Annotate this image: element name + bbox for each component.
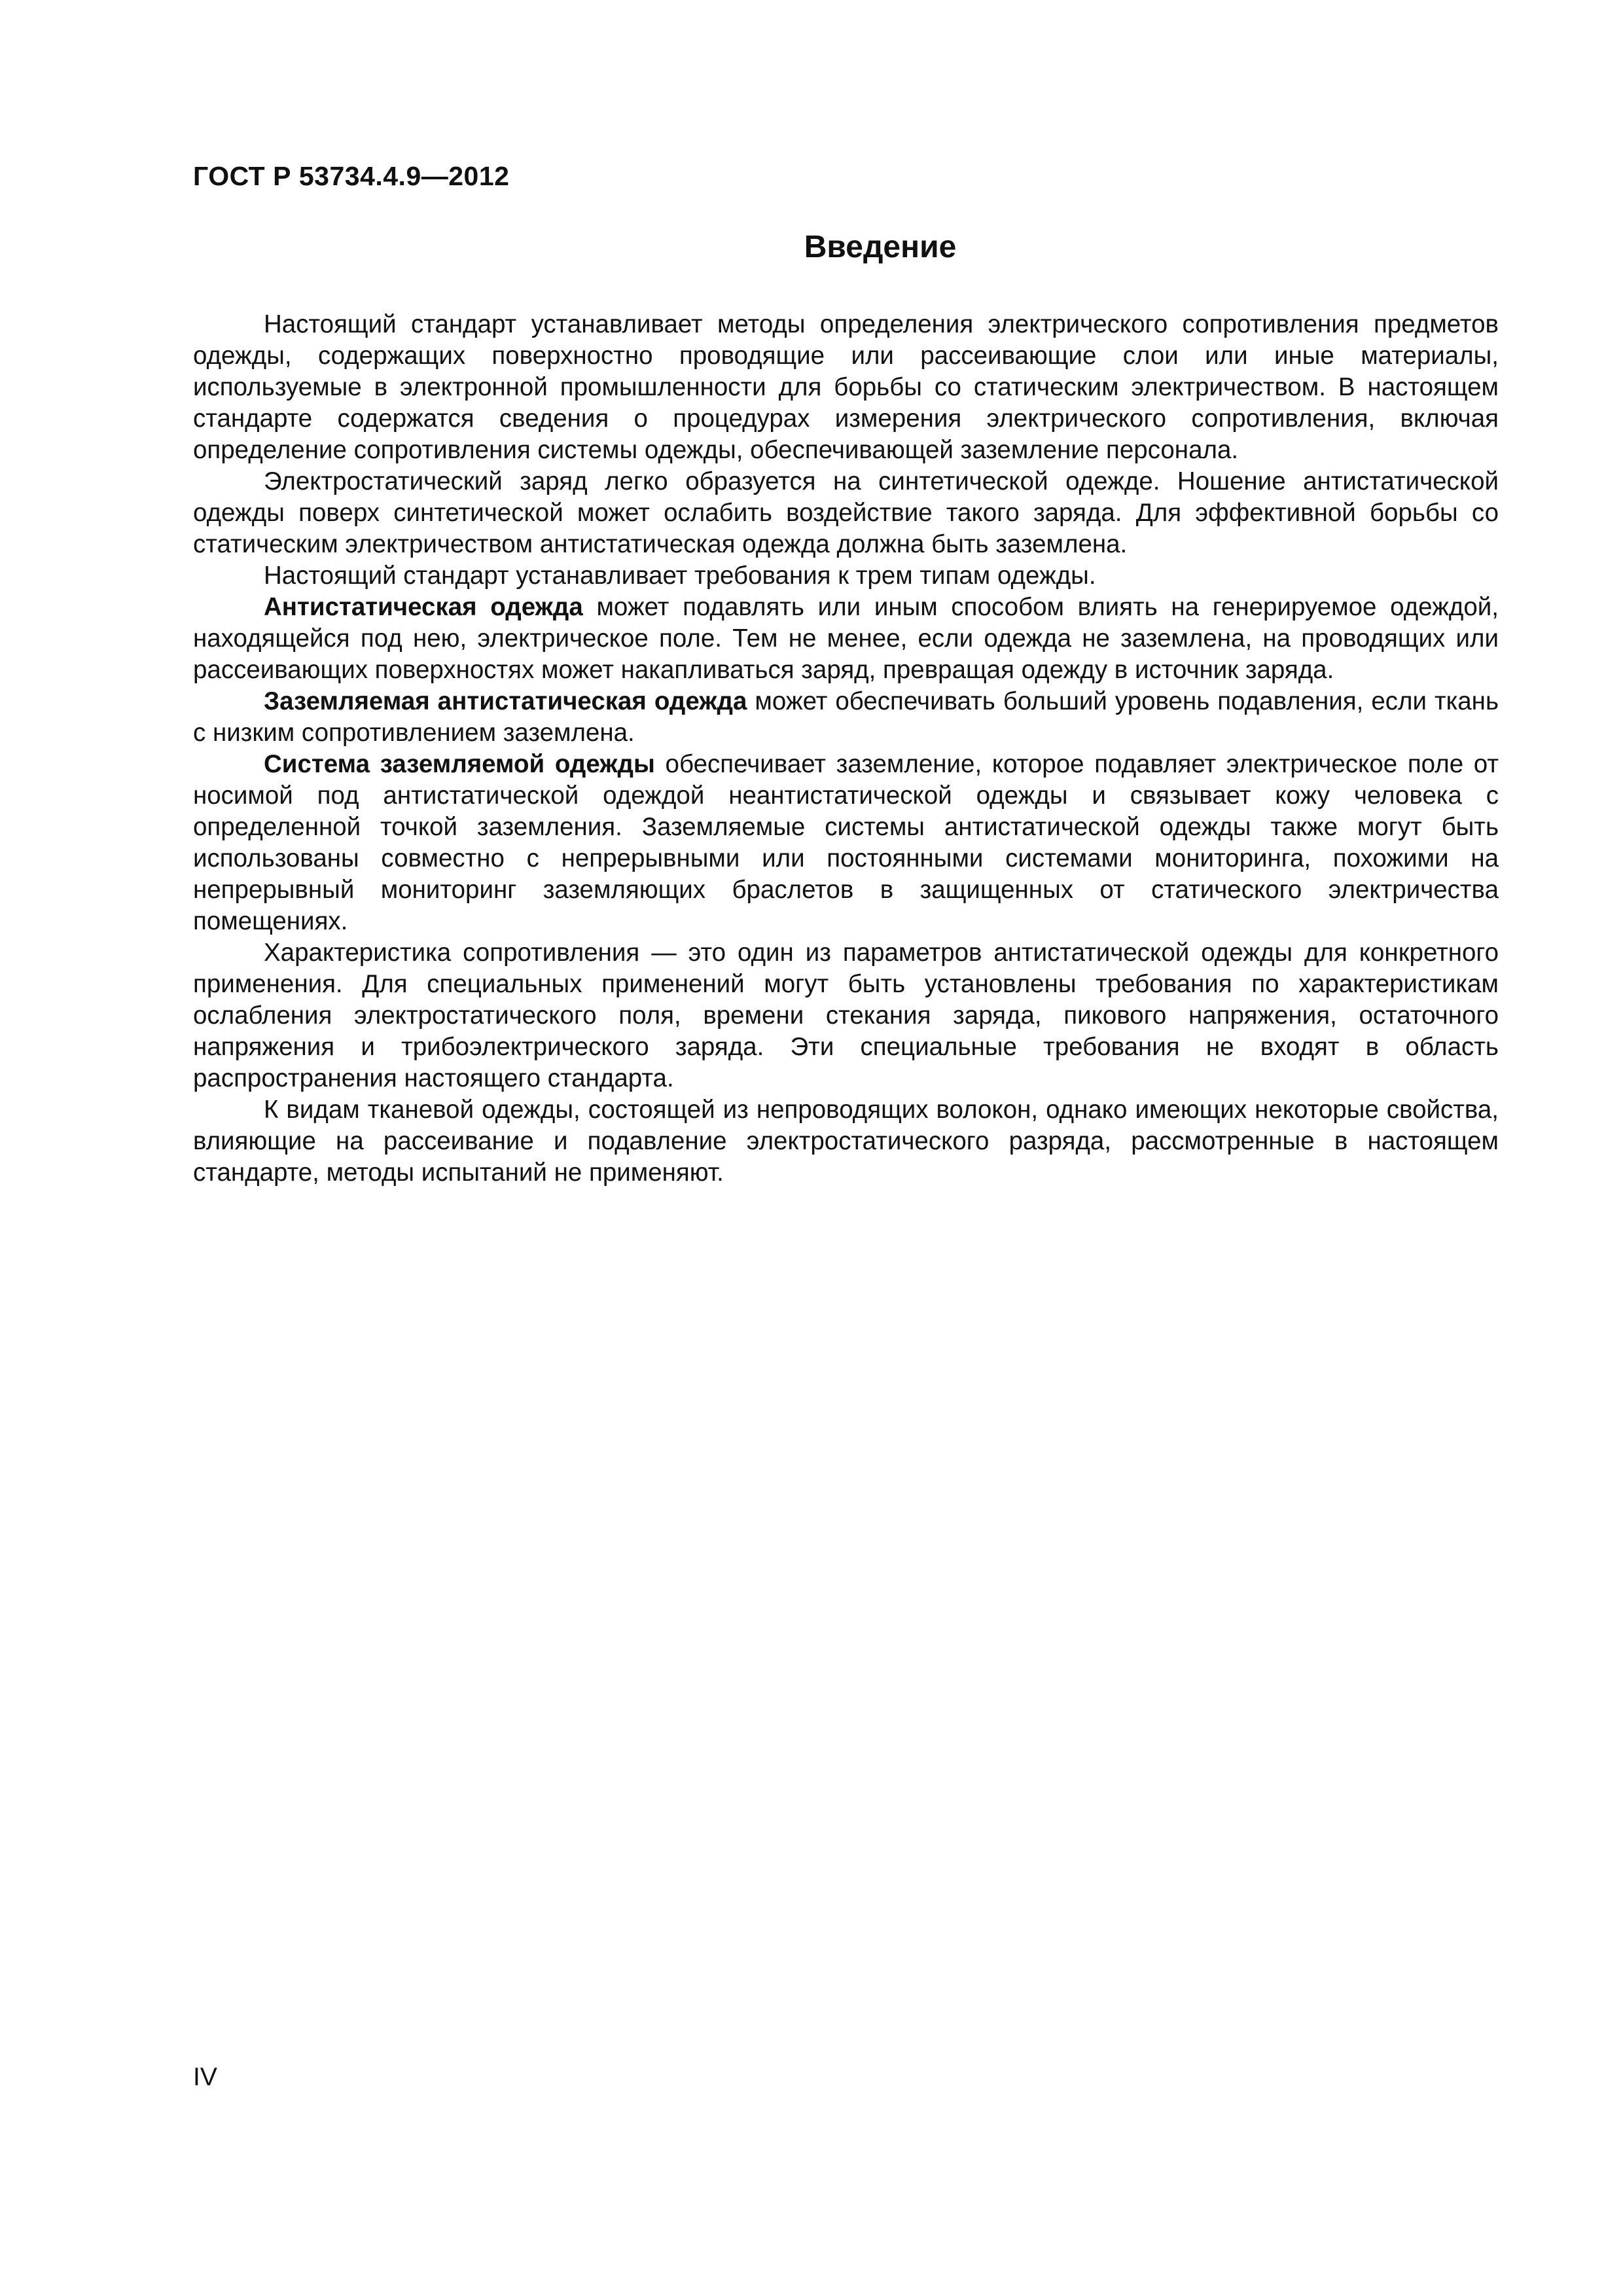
paragraph [193,686,1499,749]
paragraph [193,309,1499,466]
term-grounded-clothing-system: Система заземляемой одежды [264,750,655,778]
paragraph-text: Настоящий стандарт устанавливает требования к трем типам одежды. [264,562,1096,590]
paragraph-text: обеспечивает заземление, которое подавляет электрическое поле от носимой под антистатической одеждой неантистатической одежды и связывает кожу человека с определенной точкой заземления. Заземляемые системы антистатической одежды также могут быть использованы совместно с непрерывными или постоянными системами мониторинга, похожими на непрерывный мониторинг заземляющих браслетов в защищенных от статического электричества помещениях. [193,750,1499,935]
paragraph [193,937,1499,1094]
paragraph [193,1094,1499,1189]
paragraph-text: может обеспечивать больший уровень подавления, если ткань с низким сопротивлением заземлена. [193,687,1499,747]
page-number: IV [193,2063,217,2091]
term-grounded-antistatic-clothing: Заземляемая антистатическая одежда [264,687,747,715]
paragraph [193,466,1499,560]
term-antistatic-clothing: Антистатическая одежда [264,593,583,621]
paragraph [193,749,1499,937]
paragraph-text: может подавлять или иным способом влиять на генерируемое одеждой, находящейся под нею, электрическое поле. Тем не менее, если одежда не заземлена, на проводящих или рассеивающих поверхностях может накапливаться заряд, превращая одежду в источник заряда. [193,593,1499,684]
paragraph [193,592,1499,686]
paragraph-text: К видам тканевой одежды, состоящей из непроводящих волокон, однако имеющих некоторые свойства, влияющие на рассеивание и подавление электростатического разряда, рассмотренные в настоящем стандарте, методы испытаний не применяют. [193,1096,1499,1187]
paragraph-text: Характеристика сопротивления — это один из параметров антистатической одежды для конкретного применения. Для специальных применений могут быть установлены требования по характеристикам ослабления электростатического поля, времени стекания заряда, пикового напряжения, остаточного напряжения и трибоэлектрического заряда. Эти специальные требования не входят в область распространения настоящего стандарта. [193,939,1499,1092]
paragraph [193,560,1499,592]
paragraph-text: Электростатический заряд легко образуется на синтетической одежде. Ношение антистатической одежды поверх синтетической может ослабить воздействие такого заряда. Для эффективной борьбы со статическим электричеством антистатическая одежда должна быть заземлена. [193,467,1499,558]
paragraph-text: Настоящий стандарт устанавливает методы определения электрического сопротивления предметов одежды, содержащих поверхностно проводящие или рассеивающие слои или иные материалы, используемые в электронной промышленности для борьбы со статическим электричеством. В настоящем стандарте содержатся сведения о процедурах измерения электрического сопротивления, включая определение сопротивления системы одежды, обеспечивающей заземление персонала. [193,310,1499,464]
section-title: Введение [804,230,957,264]
document-header: ГОСТ Р 53734.4.9—2012 [193,161,510,191]
body-text [193,309,1499,1189]
